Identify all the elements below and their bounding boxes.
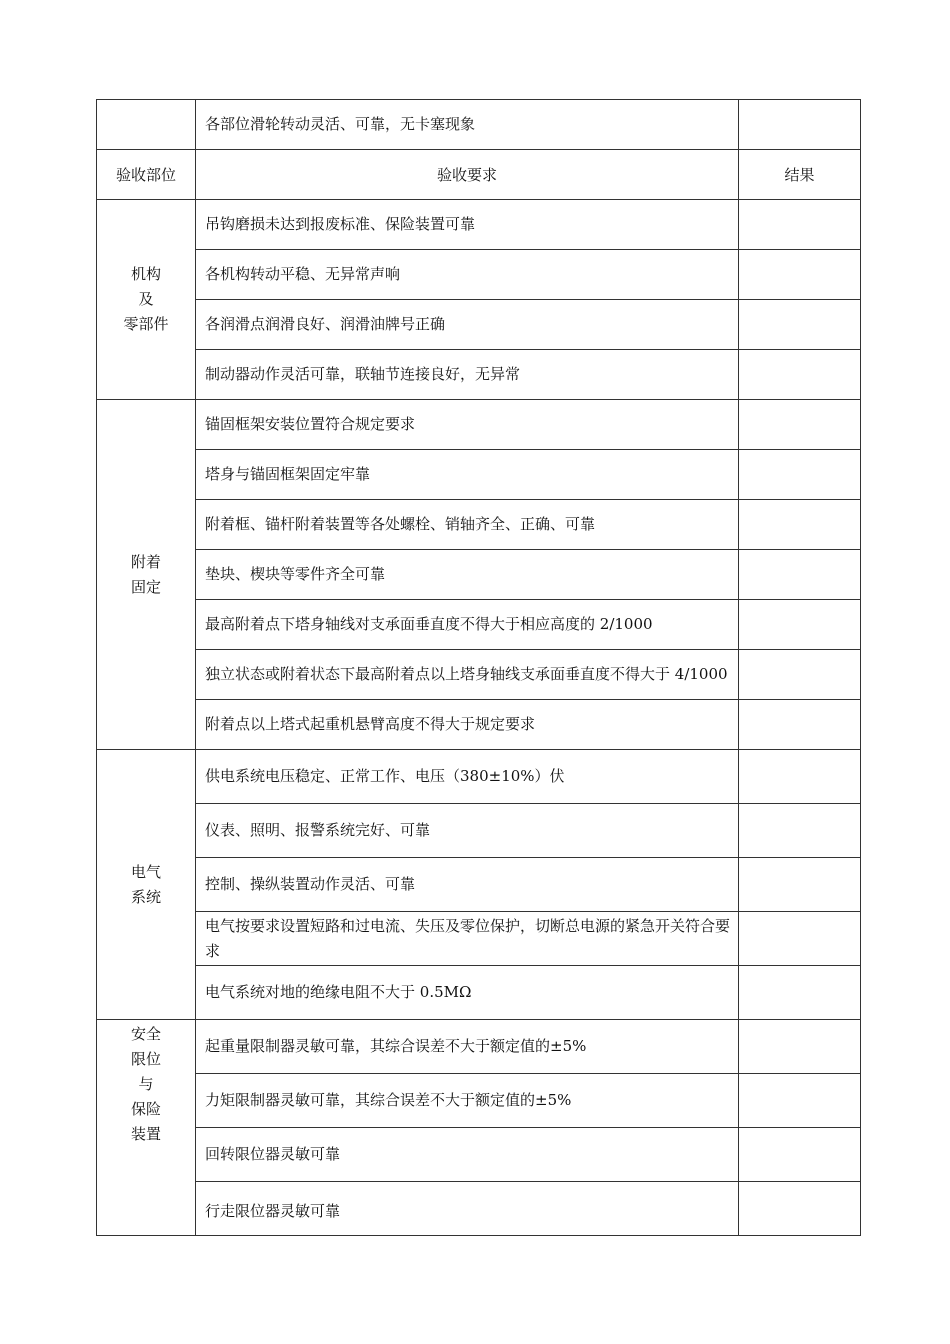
header-result: 结果 [739,150,861,200]
requirement-cell: 附着框、锚杆附着装置等各处螺栓、销轴齐全、正确、可靠 [196,500,739,550]
result-cell[interactable] [739,350,861,400]
part-label-line: 安全 [130,1025,161,1043]
part-cell-electrical [97,750,196,1020]
requirement-cell: 电气系统对地的绝缘电阻不大于 0.5MΩ [196,966,739,1020]
table-row [97,966,861,1020]
requirement-cell: 附着点以上塔式起重机悬臂高度不得大于规定要求 [196,700,739,750]
requirement-cell: 最高附着点下塔身轴线对支承面垂直度不得大于相应高度的 2/1000 [196,600,739,650]
requirement-cell: 各机构转动平稳、无异常声响 [196,250,739,300]
part-label-line: 与 [138,1075,154,1093]
result-cell[interactable] [739,250,861,300]
part-label-line: 机构 [130,265,161,283]
result-cell[interactable] [739,450,861,500]
part-label-line: 固定 [130,577,161,596]
table-row [97,650,861,700]
result-cell[interactable] [739,750,861,804]
part-cell [97,100,196,150]
table-row [97,700,861,750]
requirement-cell: 控制、操纵装置动作灵活、可靠 [196,858,739,912]
result-cell[interactable] [739,200,861,250]
table-row [97,1182,861,1236]
result-cell[interactable] [739,600,861,650]
requirement-cell: 回转限位器灵敏可靠 [196,1128,739,1182]
result-cell[interactable] [739,500,861,550]
requirement-cell: 力矩限制器灵敏可靠，其综合误差不大于额定值的±5% [196,1074,739,1128]
result-cell[interactable] [739,100,861,150]
table-row [97,1074,861,1128]
header-part: 验收部位 [97,150,196,200]
part-cell-attachment [97,400,196,750]
table-row [97,500,861,550]
part-label-line: 零部件 [123,315,169,333]
table-row [97,804,861,858]
header-requirement: 验收要求 [196,150,739,200]
result-cell[interactable] [739,912,861,966]
header-row [97,150,861,200]
result-cell[interactable] [739,400,861,450]
part-cell-safety [97,1020,196,1236]
requirement-cell: 独立状态或附着状态下最高附着点以上塔身轴线支承面垂直度不得大于 4/1000 [196,650,739,700]
result-cell[interactable] [739,700,861,750]
part-cell-mechanism [97,200,196,400]
requirement-cell: 各部位滑轮转动灵活、可靠，无卡塞现象 [196,100,739,150]
table-row [97,300,861,350]
table-row [97,400,861,450]
requirement-cell: 吊钩磨损未达到报废标准、保险装置可靠 [196,200,739,250]
part-label-line: 系统 [130,887,161,906]
part-label-line: 电气 [130,862,161,881]
result-cell[interactable] [739,1128,861,1182]
table-row [97,350,861,400]
result-cell[interactable] [739,858,861,912]
result-cell[interactable] [739,1182,861,1236]
result-cell[interactable] [739,300,861,350]
requirement-cell: 行走限位器灵敏可靠 [196,1182,739,1236]
requirement-cell: 制动器动作灵活可靠，联轴节连接良好，无异常 [196,350,739,400]
result-cell[interactable] [739,1020,861,1074]
result-cell[interactable] [739,804,861,858]
requirement-cell: 仪表、照明、报警系统完好、可靠 [196,804,739,858]
requirement-cell: 垫块、楔块等零件齐全可靠 [196,550,739,600]
table-row [97,450,861,500]
table-row [97,912,861,966]
result-cell[interactable] [739,550,861,600]
part-label-line: 及 [138,290,154,308]
result-cell[interactable] [739,650,861,700]
requirement-cell: 供电系统电压稳定、正常工作、电压（380±10%）伏 [196,750,739,804]
requirement-cell: 电气按要求设置短路和过电流、失压及零位保护，切断总电源的紧急开关符合要求 [196,912,739,966]
part-label-line: 装置 [130,1125,161,1143]
result-cell[interactable] [739,1074,861,1128]
table-row [97,250,861,300]
requirement-cell: 塔身与锚固框架固定牢靠 [196,450,739,500]
table-row [97,858,861,912]
requirement-cell: 起重量限制器灵敏可靠，其综合误差不大于额定值的±5% [196,1020,739,1074]
part-label-line: 限位 [130,1050,161,1068]
table-row [97,750,861,804]
requirement-cell: 各润滑点润滑良好、润滑油牌号正确 [196,300,739,350]
part-label-line: 附着 [130,552,161,571]
table-row [97,100,861,150]
table-row [97,1020,861,1074]
table-row [97,600,861,650]
part-label-line: 保险 [130,1100,161,1118]
table-row [97,200,861,250]
acceptance-table [96,99,861,1236]
result-cell[interactable] [739,966,861,1020]
table-row [97,550,861,600]
table-row [97,1128,861,1182]
requirement-cell: 锚固框架安装位置符合规定要求 [196,400,739,450]
